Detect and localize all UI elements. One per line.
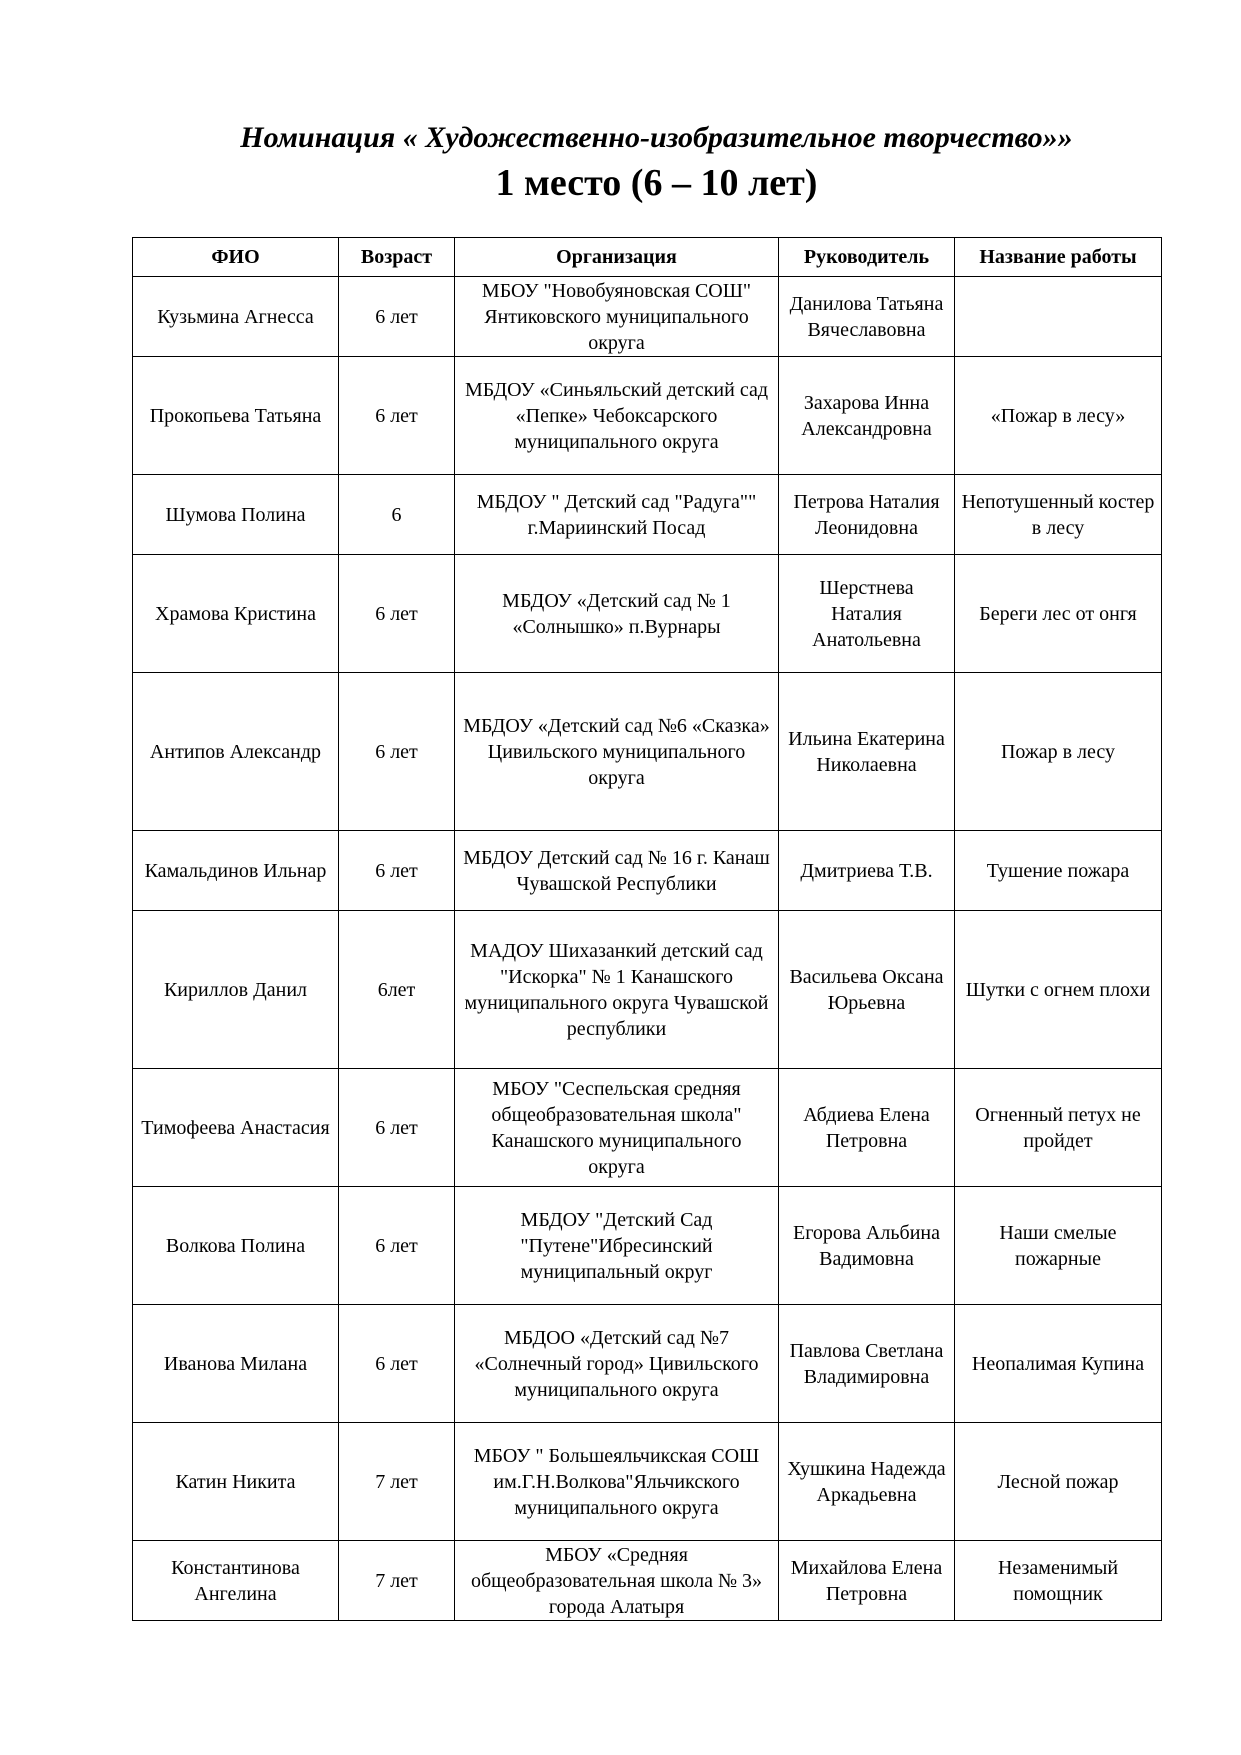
cell-supervisor: Захарова Инна Александровна	[779, 357, 955, 475]
cell-work-title: Незаменимый помощник	[955, 1541, 1162, 1621]
table-row	[133, 1423, 1162, 1541]
cell-supervisor: Хушкина Надежда Аркадьевна	[779, 1423, 955, 1541]
table-row	[133, 1541, 1162, 1621]
cell-work-title: Неопалимая Купина	[955, 1305, 1162, 1423]
results-table	[132, 237, 1162, 1621]
cell-supervisor: Дмитриева Т.В.	[779, 831, 955, 911]
cell-work-title: Наши смелые пожарные	[955, 1187, 1162, 1305]
table-row	[133, 911, 1162, 1069]
cell-work-title: Шутки с огнем плохи	[955, 911, 1162, 1069]
cell-age: 6	[339, 475, 455, 555]
column-header-age: Возраст	[339, 238, 455, 277]
table-row	[133, 1069, 1162, 1187]
cell-fio: Камальдинов Ильнар	[133, 831, 339, 911]
cell-supervisor: Васильева Оксана Юрьевна	[779, 911, 955, 1069]
cell-supervisor: Павлова Светлана Владимировна	[779, 1305, 955, 1423]
cell-organization: МБОУ "Новобуяновская СОШ" Янтиковского муниципального округа	[455, 277, 779, 357]
cell-organization: МБДОУ "Детский Сад "Путене"Ибресинский муниципальный округ	[455, 1187, 779, 1305]
place-title: 1 место (6 – 10 лет)	[495, 162, 818, 204]
cell-fio: Катин Никита	[133, 1423, 339, 1541]
cell-organization: МБОУ " Большеяльчикская СОШ им.Г.Н.Волкова"Яльчикского муниципального округа	[455, 1423, 779, 1541]
cell-supervisor: Абдиева Елена Петровна	[779, 1069, 955, 1187]
cell-age: 6 лет	[339, 673, 455, 831]
cell-work-title: «Пожар в лесу»	[955, 357, 1162, 475]
cell-organization: МБДОУ «Детский сад № 1 «Солнышко» п.Вурнары	[455, 555, 779, 673]
cell-fio: Иванова Милана	[133, 1305, 339, 1423]
nomination-title: Номинация « Художественно-изобразительное творчество»»	[240, 121, 1073, 154]
cell-fio: Прокопьева Татьяна	[133, 357, 339, 475]
table-row	[133, 357, 1162, 475]
column-header-work-title: Название работы	[955, 238, 1162, 277]
cell-organization: МБДОО «Детский сад №7 «Солнечный город» Цивильского муниципального округа	[455, 1305, 779, 1423]
cell-fio: Кузьмина Агнесса	[133, 277, 339, 357]
cell-organization: МБОУ "Сеспельская средняя общеобразовательная школа" Канашского муниципального округа	[455, 1069, 779, 1187]
column-header-supervisor: Руководитель	[779, 238, 955, 277]
cell-age: 6 лет	[339, 1305, 455, 1423]
cell-organization: МАДОУ Шихазанкий детский сад "Искорка" № 1 Канашского муниципального округа Чувашской республики	[455, 911, 779, 1069]
cell-fio: Шумова Полина	[133, 475, 339, 555]
cell-work-title: Береги лес от онгя	[955, 555, 1162, 673]
table-header-row	[133, 238, 1162, 277]
cell-work-title: Пожар в лесу	[955, 673, 1162, 831]
table-row	[133, 831, 1162, 911]
cell-organization: МБДОУ Детский сад № 16 г. Канаш Чувашской Республики	[455, 831, 779, 911]
cell-age: 6 лет	[339, 357, 455, 475]
cell-age: 6 лет	[339, 1069, 455, 1187]
cell-fio: Храмова Кристина	[133, 555, 339, 673]
cell-fio: Кириллов Данил	[133, 911, 339, 1069]
cell-work-title: Лесной пожар	[955, 1423, 1162, 1541]
cell-supervisor: Петрова Наталия Леонидовна	[779, 475, 955, 555]
table-row	[133, 1187, 1162, 1305]
cell-age: 7 лет	[339, 1423, 455, 1541]
cell-organization: МБДОУ «Детский сад №6 «Сказка» Цивильского муниципального округа	[455, 673, 779, 831]
cell-age: 6 лет	[339, 831, 455, 911]
table-body	[133, 277, 1162, 1621]
cell-fio: Константинова Ангелина	[133, 1541, 339, 1621]
cell-supervisor: Шерстнева Наталия Анатольевна	[779, 555, 955, 673]
column-header-fio: ФИО	[133, 238, 339, 277]
cell-age: 6 лет	[339, 555, 455, 673]
table-row	[133, 277, 1162, 357]
cell-fio: Тимофеева Анастасия	[133, 1069, 339, 1187]
cell-supervisor: Ильина Екатерина Николаевна	[779, 673, 955, 831]
table-row	[133, 475, 1162, 555]
cell-organization: МБДОУ " Детский сад "Радуга"" г.Мариинский Посад	[455, 475, 779, 555]
cell-supervisor: Михайлова Елена Петровна	[779, 1541, 955, 1621]
cell-age: 6 лет	[339, 277, 455, 357]
cell-organization: МБОУ «Средняя общеобразовательная школа № 3» города Алатыря	[455, 1541, 779, 1621]
table-row	[133, 673, 1162, 831]
cell-fio: Антипов Александр	[133, 673, 339, 831]
cell-work-title: Огненный петух не пройдет	[955, 1069, 1162, 1187]
cell-age: 7 лет	[339, 1541, 455, 1621]
cell-supervisor: Егорова Альбина Вадимовна	[779, 1187, 955, 1305]
table-row	[133, 555, 1162, 673]
table-row	[133, 1305, 1162, 1423]
cell-fio: Волкова Полина	[133, 1187, 339, 1305]
column-header-organization: Организация	[455, 238, 779, 277]
cell-age: 6лет	[339, 911, 455, 1069]
cell-work-title: Непотушенный костер в лесу	[955, 475, 1162, 555]
cell-organization: МБДОУ «Синьяльский детский сад «Пепке» Чебоксарского муниципального округа	[455, 357, 779, 475]
cell-age: 6 лет	[339, 1187, 455, 1305]
cell-supervisor: Данилова Татьяна Вячеславовна	[779, 277, 955, 357]
cell-work-title: Тушение пожара	[955, 831, 1162, 911]
cell-work-title	[955, 277, 1162, 357]
